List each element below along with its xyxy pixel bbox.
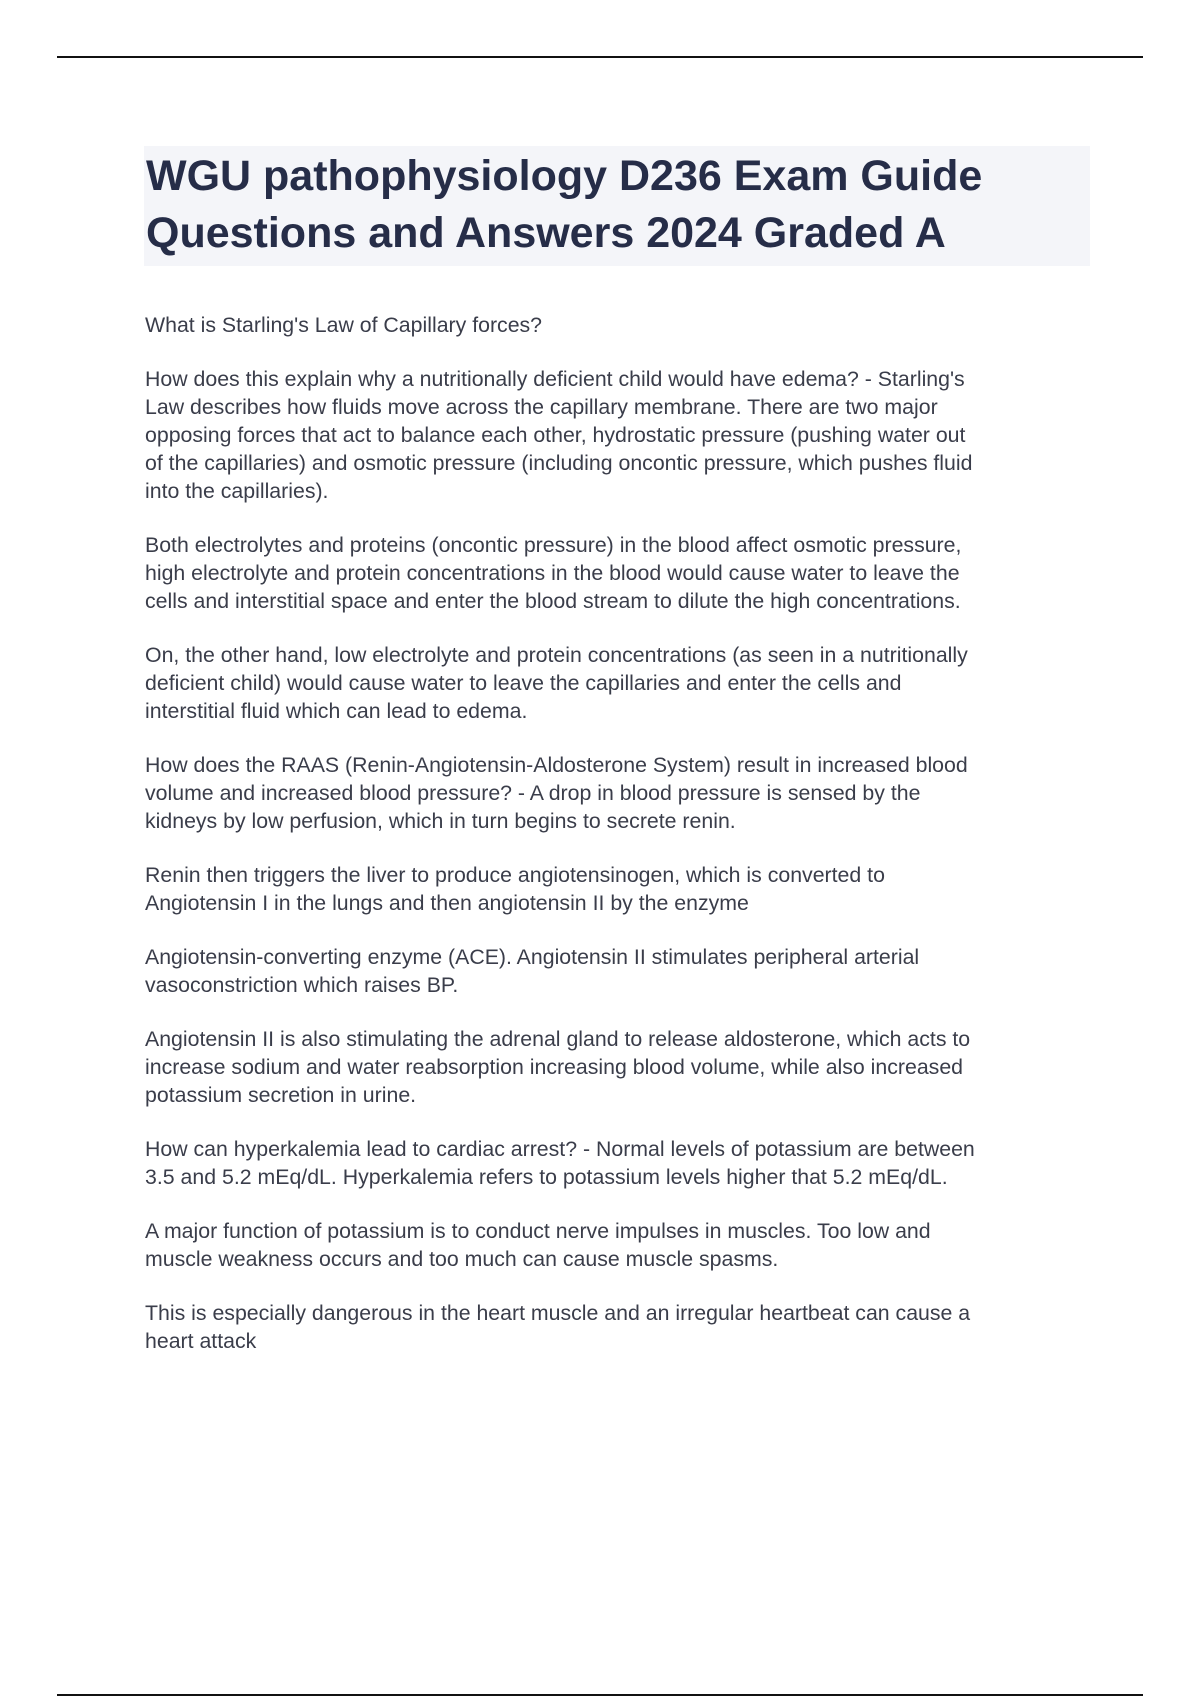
paragraph-line: deficient child) would cause water to leave the capillaries and enter the cells and (145, 671, 902, 695)
paragraph-line: Law describes how fluids move across the capillary membrane. There are two major (145, 395, 938, 419)
paragraph (145, 751, 1095, 835)
paragraph (145, 861, 1095, 917)
document-body (145, 311, 1095, 1381)
paragraph-line: heart attack (145, 1329, 257, 1353)
paragraph-line: cells and interstitial space and enter the blood stream to dilute the high concentrations. (145, 589, 961, 613)
paragraph-line: Both electrolytes and proteins (oncontic pressure) in the blood affect osmotic pressure, (145, 533, 962, 557)
paragraph (145, 943, 1095, 999)
paragraph-line: high electrolyte and protein concentrations in the blood would cause water to leave the (145, 561, 960, 585)
paragraph (145, 311, 1095, 339)
paragraph (145, 531, 1095, 615)
paragraph-line: muscle weakness occurs and too much can cause muscle spasms. (145, 1247, 779, 1271)
document-title (144, 146, 1090, 266)
paragraph-line: This is especially dangerous in the heart muscle and an irregular heartbeat can cause a (145, 1301, 971, 1325)
paragraph (145, 1217, 1095, 1273)
paragraph-line: vasoconstriction which raises BP. (145, 973, 459, 997)
paragraph-line: of the capillaries) and osmotic pressure (including oncontic pressure, which pushes fluid (145, 451, 973, 475)
footer-rule (57, 1694, 1143, 1696)
paragraph-line: How does the RAAS (Renin-Angiotensin-Aldosterone System) result in increased blood (145, 753, 968, 777)
paragraph (145, 365, 1095, 505)
paragraph-line: potassium secretion in urine. (145, 1083, 417, 1107)
header-rule (57, 56, 1143, 58)
paragraph-line: What is Starling's Law of Capillary forces? (145, 313, 543, 337)
paragraph-line: opposing forces that act to balance each other, hydrostatic pressure (pushing water out (145, 423, 966, 447)
paragraph (145, 641, 1095, 725)
paragraph-line: Renin then triggers the liver to produce angiotensinogen, which is converted to (145, 863, 885, 887)
paragraph-line: into the capillaries). (145, 479, 329, 503)
paragraph (145, 1299, 1095, 1355)
title-line-2: Questions and Answers 2024 Graded A (146, 209, 946, 257)
paragraph-line: kidneys by low perfusion, which in turn begins to secrete renin. (145, 809, 736, 833)
paragraph-line: On, the other hand, low electrolyte and protein concentrations (as seen in a nutritionally (145, 643, 968, 667)
paragraph-line: Angiotensin I in the lungs and then angiotensin II by the enzyme (145, 891, 749, 915)
title-line-1: WGU pathophysiology D236 Exam Guide (146, 152, 983, 200)
paragraph-line: How can hyperkalemia lead to cardiac arrest? - Normal levels of potassium are between (145, 1137, 975, 1161)
paragraph-line: Angiotensin-converting enzyme (ACE). Angiotensin II stimulates peripheral arterial (145, 945, 920, 969)
paragraph-line: A major function of potassium is to conduct nerve impulses in muscles. Too low and (145, 1219, 931, 1243)
paragraph-line: increase sodium and water reabsorption increasing blood volume, while also increased (145, 1055, 964, 1079)
paragraph-line: 3.5 and 5.2 mEq/dL. Hyperkalemia refers to potassium levels higher that 5.2 mEq/dL. (145, 1165, 948, 1189)
paragraph-line: interstitial fluid which can lead to edema. (145, 699, 528, 723)
paragraph (145, 1135, 1095, 1191)
paragraph-line: Angiotensin II is also stimulating the adrenal gland to release aldosterone, which acts to (145, 1027, 971, 1051)
paragraph-line: How does this explain why a nutritionally deficient child would have edema? - Starling's (145, 367, 965, 391)
paragraph (145, 1025, 1095, 1109)
paragraph-line: volume and increased blood pressure? - A drop in blood pressure is sensed by the (145, 781, 921, 805)
